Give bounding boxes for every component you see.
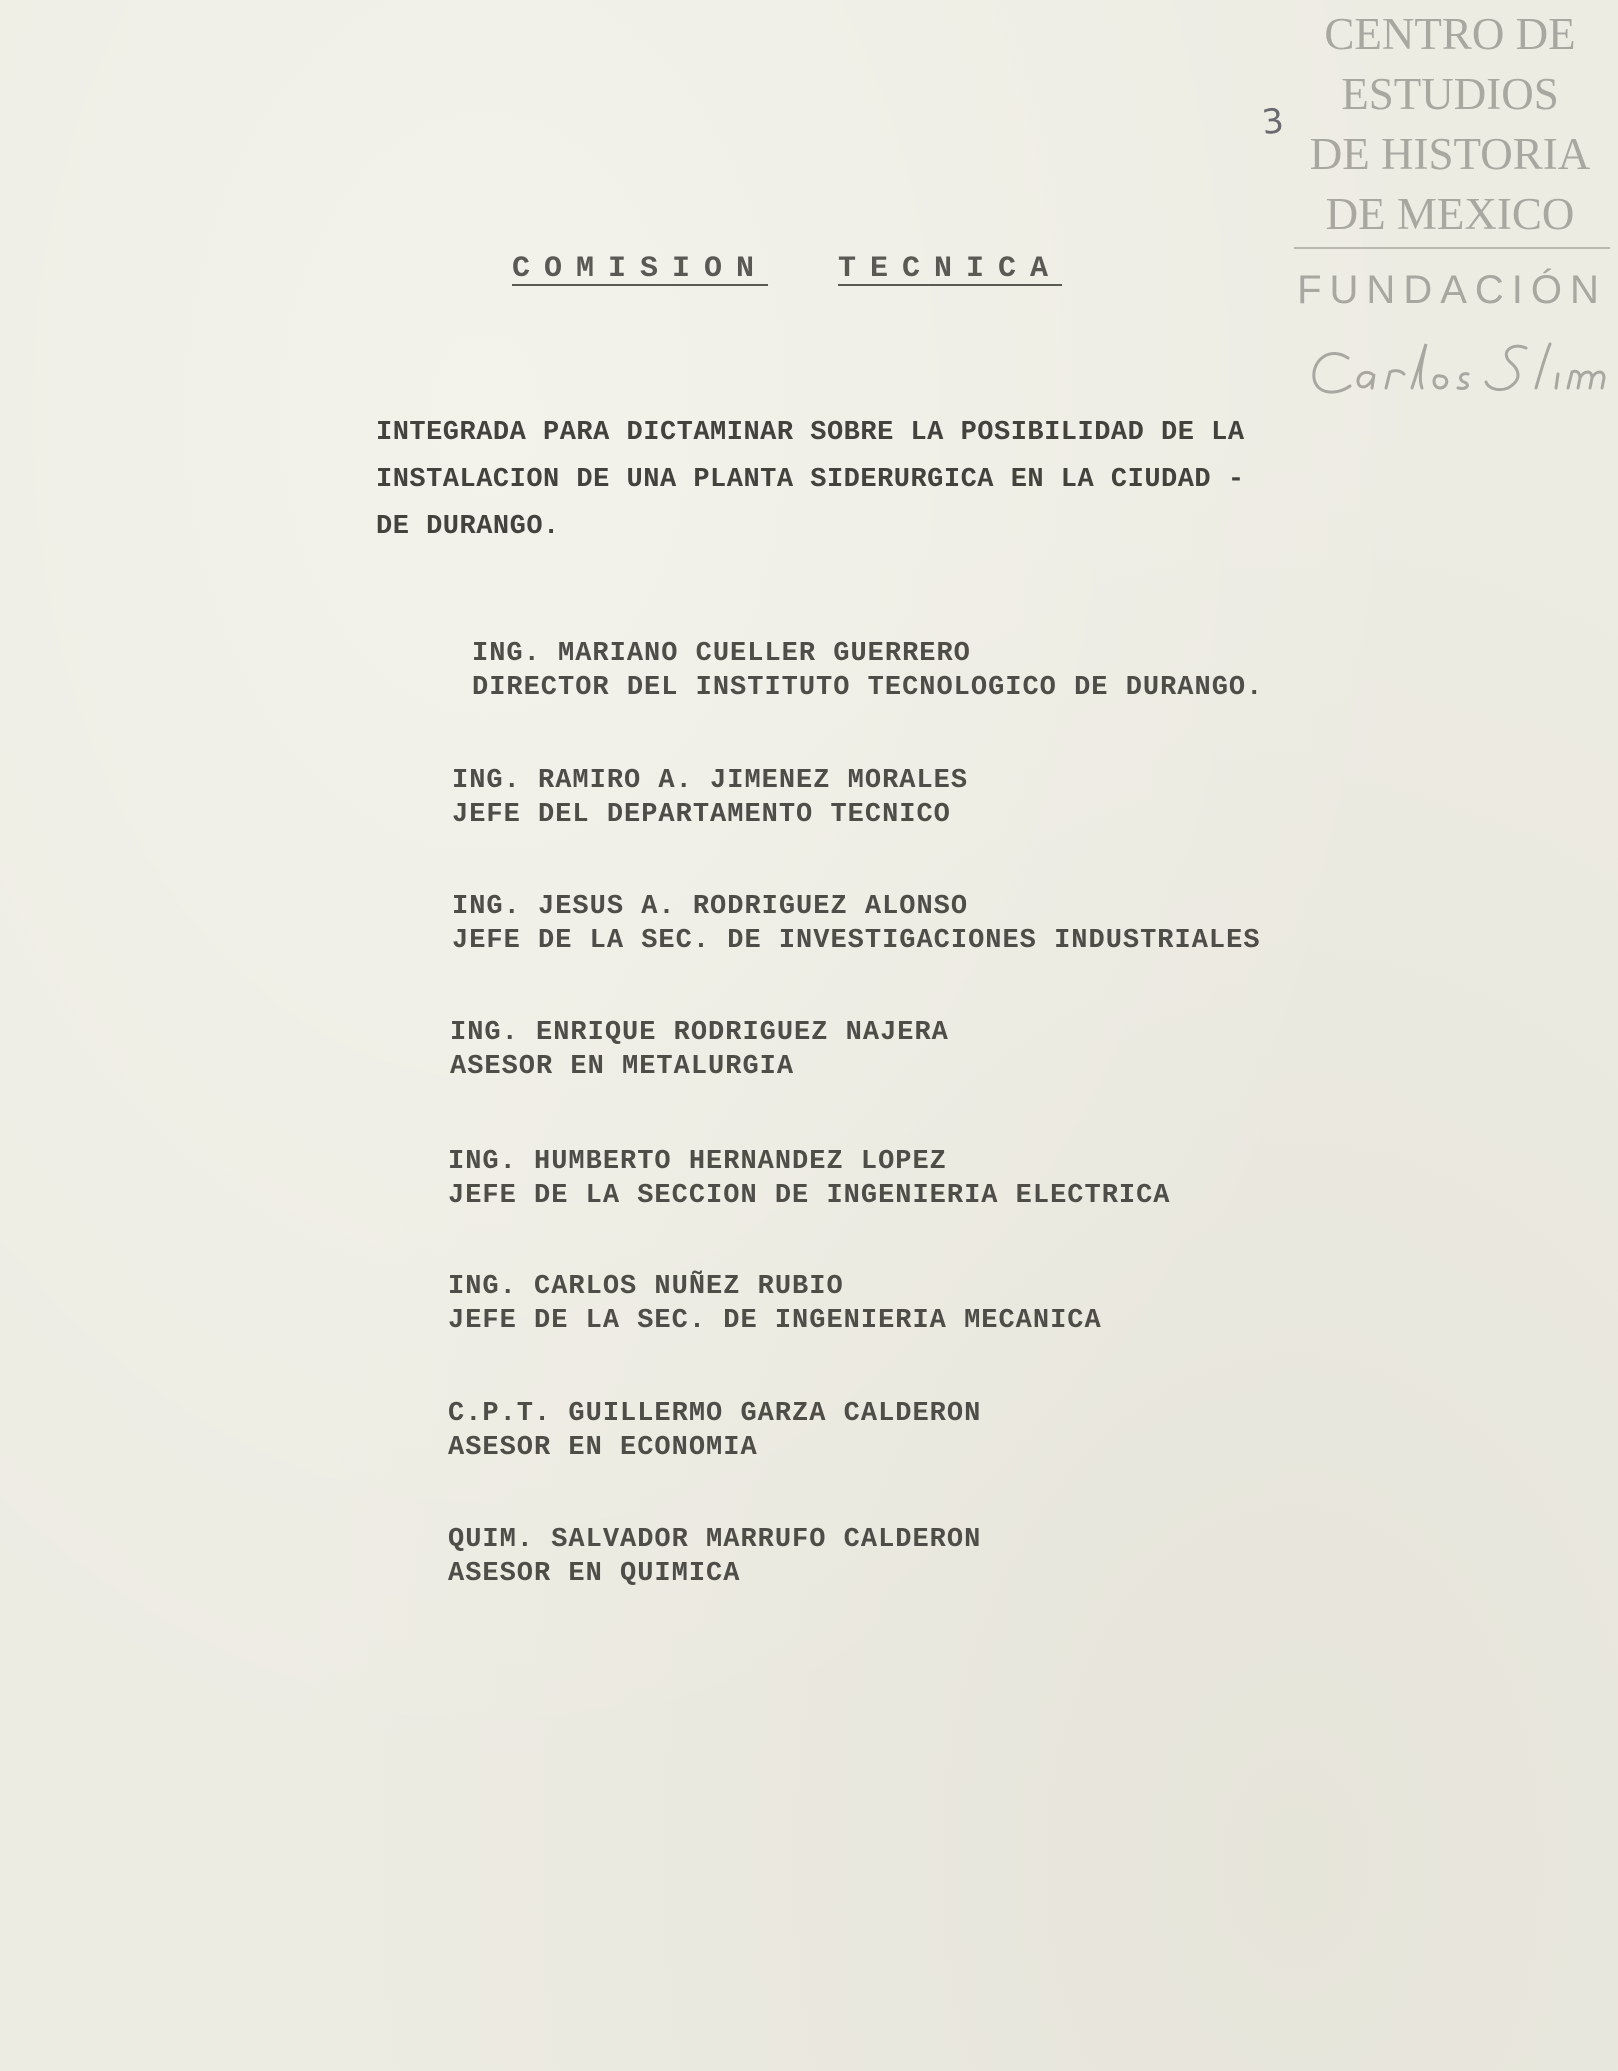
- member-name: ING. JESUS A. RODRIGUEZ ALONSO: [452, 892, 969, 922]
- title-word: COMISION: [512, 252, 769, 286]
- member-role: DIRECTOR DEL INSTITUTO TECNOLOGICO DE DURANGO.: [472, 673, 1264, 703]
- watermark-line: DE MEXICO: [1325, 189, 1575, 239]
- member-entry: [448, 1397, 981, 1465]
- member-entry: [452, 764, 968, 832]
- watermark-foundation: FUNDACIÓN: [1297, 268, 1607, 312]
- intro-line: INSTALACION DE UNA PLANTA SIDERURGICA EN LA CIUDAD -: [376, 465, 1245, 495]
- member-entry: [472, 637, 1263, 705]
- member-entry: [448, 1523, 981, 1591]
- watermark-line: CENTRO DE: [1324, 9, 1576, 59]
- title-word: TECNICA: [838, 252, 1063, 286]
- member-role: JEFE DE LA SECCION DE INGENIERIA ELECTRICA: [448, 1181, 1171, 1211]
- member-role: JEFE DE LA SEC. DE INVESTIGACIONES INDUSTRIALES: [452, 926, 1261, 956]
- member-entry: [450, 1016, 949, 1084]
- page-number: 3: [1259, 100, 1286, 144]
- intro-line: DE DURANGO.: [376, 512, 560, 542]
- watermark-line: DE HISTORIA: [1309, 129, 1591, 179]
- intro-line: INTEGRADA PARA DICTAMINAR SOBRE LA POSIBILIDAD DE LA: [376, 418, 1245, 448]
- member-role: ASESOR EN METALURGIA: [450, 1052, 795, 1082]
- intro-paragraph: [376, 410, 1426, 551]
- watermark-line: ESTUDIOS: [1341, 69, 1559, 119]
- archive-watermark: [1290, 4, 1610, 244]
- member-entry: [452, 890, 1261, 958]
- signature-logo: [1300, 330, 1610, 410]
- member-name: C.P.T. GUILLERMO GARZA CALDERON: [448, 1399, 982, 1429]
- page-title: [512, 252, 1132, 286]
- member-role: ASESOR EN ECONOMIA: [448, 1433, 758, 1463]
- member-name: ING. RAMIRO A. JIMENEZ MORALES: [452, 766, 969, 796]
- member-role: ASESOR EN QUIMICA: [448, 1559, 741, 1589]
- member-entry: [448, 1270, 1102, 1338]
- member-name: ING. MARIANO CUELLER GUERRERO: [472, 639, 971, 669]
- member-role: JEFE DEL DEPARTAMENTO TECNICO: [452, 800, 951, 830]
- member-entry: [448, 1145, 1171, 1213]
- member-name: QUIM. SALVADOR MARRUFO CALDERON: [448, 1525, 982, 1555]
- member-name: ING. ENRIQUE RODRIGUEZ NAJERA: [450, 1018, 949, 1048]
- member-name: ING. HUMBERTO HERNANDEZ LOPEZ: [448, 1147, 947, 1177]
- member-name: ING. CARLOS NUÑEZ RUBIO: [448, 1272, 844, 1302]
- watermark-divider: [1294, 247, 1610, 249]
- member-role: JEFE DE LA SEC. DE INGENIERIA MECANICA: [448, 1306, 1102, 1336]
